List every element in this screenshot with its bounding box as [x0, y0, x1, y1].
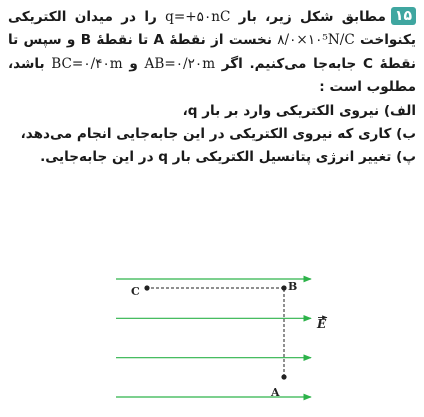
intro-part-4: باشد، مطلوب است : [8, 55, 416, 96]
part-c: پ) تغییر انرژی پتانسیل الکتریکی بار q در این جابه‌جایی. [40, 149, 416, 166]
electric-field-diagram [0, 255, 424, 417]
ab-distance: AB=۰/۲۰m [144, 55, 216, 72]
point-b-dot [281, 285, 286, 290]
part-b: ب) کاری که نیروی الکتریکی در این جابه‌جایی انجام می‌دهد، [20, 126, 416, 143]
intro-part-2: را در میدان الکتریکی یکنواخت [8, 9, 416, 49]
problem-number: ۱۵ [391, 7, 416, 25]
problem-text [8, 6, 416, 170]
point-a-dot [281, 374, 286, 379]
intro-conj: و [122, 55, 145, 72]
charge-value: q=+۵۰nC [165, 9, 231, 25]
point-a-label: A [271, 386, 280, 399]
point-c-dot [144, 285, 149, 290]
field-lines [116, 279, 311, 397]
intro-part-1: مطابق شکل زیر، بار [230, 9, 386, 25]
point-b-label: B [288, 280, 298, 293]
problem-intro [8, 6, 416, 100]
field-value: ۸/۰×۱۰⁵N/C [277, 32, 355, 49]
field-label: E [317, 317, 327, 331]
intro-part-3: نخست از نقطهٔ A تا نقطهٔ B و سپس تا نقطهٔ C جابه‌جا می‌کنیم. اگر [8, 32, 417, 72]
part-a: الف) نیروی الکتریکی وارد بر بار q، [182, 102, 416, 119]
bc-distance: BC=۰/۴۰m [51, 55, 123, 72]
point-c-label: C [131, 285, 140, 298]
